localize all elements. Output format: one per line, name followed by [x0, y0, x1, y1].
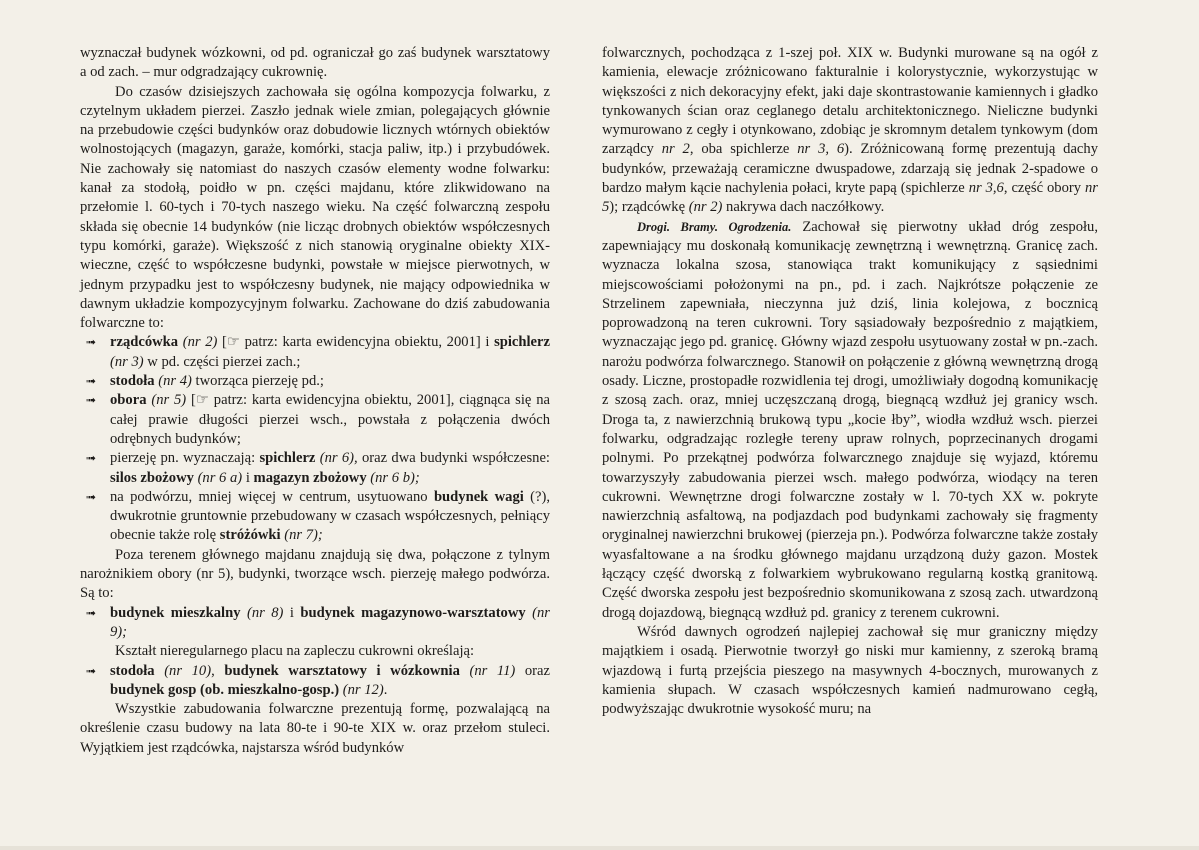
left-column — [80, 44, 550, 758]
section-heading: Drogi. Bramy. Ogrodzenia. — [637, 219, 792, 234]
list-item: ➟ rządcówka (nr 2) [☞ patrz: karta ewidencyjna obiektu, 2001] i spichlerz (nr 3) w pd. części pierzei zach.; — [80, 333, 550, 372]
paragraph: Wśród dawnych ogrodzeń najlepiej zachował się mur graniczny między majątkiem i osadą. Pierwotnie tworzył go niski mur kamienny, z szeroką bramą wjazdową i furtą przejścia pieszego na masywnych 4-bocznych, murowanych z kamienia słupach. W czasach współczesnych kamień nadmurowano cegłą, podwyższając dwukrotnie wysokość muru; na — [602, 623, 1098, 718]
paragraph: Do czasów dzisiejszych zachowała się ogólna kompozycja folwarku, z czytelnym układem pierzei. Zaszło jednak wiele zmian, polegających głównie na przebudowie części budynków oraz dobudowie licznych wtórnych obiektów wolnostojących (magazyn, garaże, komórki, stacja paliw, itp.) i przybudówek. Nie zachowały się natomiast do naszych czasów elementy wodne folwarku: kanał za stodołą, poidło w pn. części majdanu, które zlikwidowano na przełomie l. 60-tych i 70-tych naszego wieku. Na część folwarczną zespołu składa się obecnie 14 budynków (nie licząc drobnych obiektów współczesnych typu komórki, garaże). Większość z nich stanowią oryginalne obiekty XIX-wieczne, część to współczesne budynki, powstałe w miejsce pierwotnych, w jednym przypadku jest to współczesny budynek, nie mający odpowiednika w dawnym układzie kompozycyjnym folwarku. Zachowane do dziś zabudowania folwarczne to: — [80, 83, 550, 332]
right-column — [602, 44, 1098, 719]
paragraph: Drogi. Bramy. Ogrodzenia. Zachował się pierwotny układ dróg zespołu, zapewniający mu doskonałą komunikację zewnętrzną i wewnętrzną. Granicę zach. wyznacza lokalna szosa, stanowiąca trakt komunikujący z sąsiednimi miejscowościami położonymi na pn., pd. i zach. Najkrótsze połączenie ze Strzelinem zapewniała, nieczynna już dziś, linia kolejowa, z bocznicą poprowadzoną na teren cukrowni. Tory sąsiadowały bezpośrednio z majątkiem, wyznaczając jego pd. granicę. Główny wjazd zespołu usytuowany został w pn.-zach. narożu podwórza folwarcznego. Stanowił on połączenie z główną wewnętrzną drogą osady. Liczne, prostopadłe rozwidlenia tej drogi, umożliwiały dogodną komunikację z szosą zach. oraz, mniej uczęszczaną drogą, biegnącą wzdłuż jej granicy wsch. Droga ta, z nawierzchnią brukową typu „kocie łby”, wiodła wzdłuż wsch. pierzei folwarku, odgradzając rozległe tereny upraw rolnych, poprzecinanych drogami polnymi. Po przekątnej podwórza folwarcznego znajduje się wyjazd, któremu towarzyszyły zabudowania pierzei wsch. małego podwórza, wiodący na teren cukrowni. Wewnętrzne drogi folwarczne zostały w l. 70-tych XX w. pokryte nawierzchnią asfaltową, na podjazdach pod budynkami zachowały się fragmenty oryginalnej nawierzchni brukowej (pierzeja pn.). Podwórza folwarczne także zostały wyasfaltowane a na środku głównego majdanu urządzoną duży gazon. Mostek łączący część dworską z folwarkiem wybrukowano regularną kostką granitową. Część dworska zespołu jest bezpośrednio skomunikowana z szosą zach. utwardzoną drogą dojazdową, biegnącą wzdłuż pd. granicy z terenem cukrowni. — [602, 218, 1099, 621]
building-list — [80, 662, 550, 701]
list-item: ➟ na podwórzu, mniej więcej w centrum, usytuowano budynek wagi (?), dwukrotnie gruntownie przebudowany w czasach współczesnych, pełniący obecnie także rolę stróżówki (nr 7); — [80, 488, 550, 546]
list-item: ➟ stodoła (nr 4) tworząca pierzeję pd.; — [80, 372, 550, 391]
list-item: ➟ budynek mieszkalny (nr 8) i budynek magazynowo-warsztatowy (nr 9); — [80, 604, 550, 643]
paragraph: folwarcznych, pochodząca z 1-szej poł. XIX w. Budynki murowane są na ogół z kamienia, elewacje zróżnicowano fakturalnie i kolorystycznie, wykorzystując w większości z nich dekoracyjny efekt, jaki daje skontrastowanie kamiennych i gładko tynkowanych ścian oraz ceglanego detalu architektonicznego. Nieliczne budynki wymurowano z cegły i otynkowano, zdobiąc je skromnym detalem tynkowym (dom zarządcy nr 2, oba spichlerze nr 3, 6). Zróżnicowaną formę prezentują dachy budynków, przeważają ceramiczne dwuspadowe, zdarzają się jednak 2-spadowe o bardzo małym kącie nachylenia połaci, kryte papą (spichlerze nr 3,6, część obory nr 5); rządcówkę (nr 2) nakrywa dach naczółkowy. — [602, 45, 1099, 216]
building-list — [80, 333, 550, 545]
list-item: ➟ stodoła (nr 10), budynek warsztatowy i wózkownia (nr 11) oraz budynek gosp (ob. mieszkalno-gosp.) (nr 12). — [80, 662, 550, 701]
paragraph: Poza terenem głównego majdanu znajdują się dwa, połączone z tylnym narożnikiem obory (nr 5), budynki, tworzące wsch. pierzeję małego podwórza. Są to: — [80, 546, 550, 602]
paragraph: wyznaczał budynek wózkowni, od pd. ograniczał go zaś budynek warsztatowy a od zach. – mur odgradzający cukrownię. — [80, 45, 550, 81]
page-edge — [0, 846, 1199, 850]
list-item: ➟ pierzeję pn. wyznaczają: spichlerz (nr 6), oraz dwa budynki współczesne: silos zbożowy (nr 6 a) i magazyn zbożowy (nr 6 b); — [80, 449, 550, 488]
building-list — [80, 604, 550, 643]
paragraph: Kształt nieregularnego placu na zapleczu cukrowni określają: — [115, 643, 475, 660]
paragraph: Wszystkie zabudowania folwarczne prezentują formę, pozwalającą na określenie czasu budowy na lata 80-te i 90-te XIX w. oraz przełom stuleci. Wyjątkiem jest rządcówka, najstarsza wśród budynków — [80, 701, 550, 756]
list-item: ➟ obora (nr 5) [☞ patrz: karta ewidencyjna obiektu, 2001], ciągnąca się na całej prawie długości pierzei wsch., powstała z połączenia dwóch odrębnych budynków; — [80, 391, 550, 449]
